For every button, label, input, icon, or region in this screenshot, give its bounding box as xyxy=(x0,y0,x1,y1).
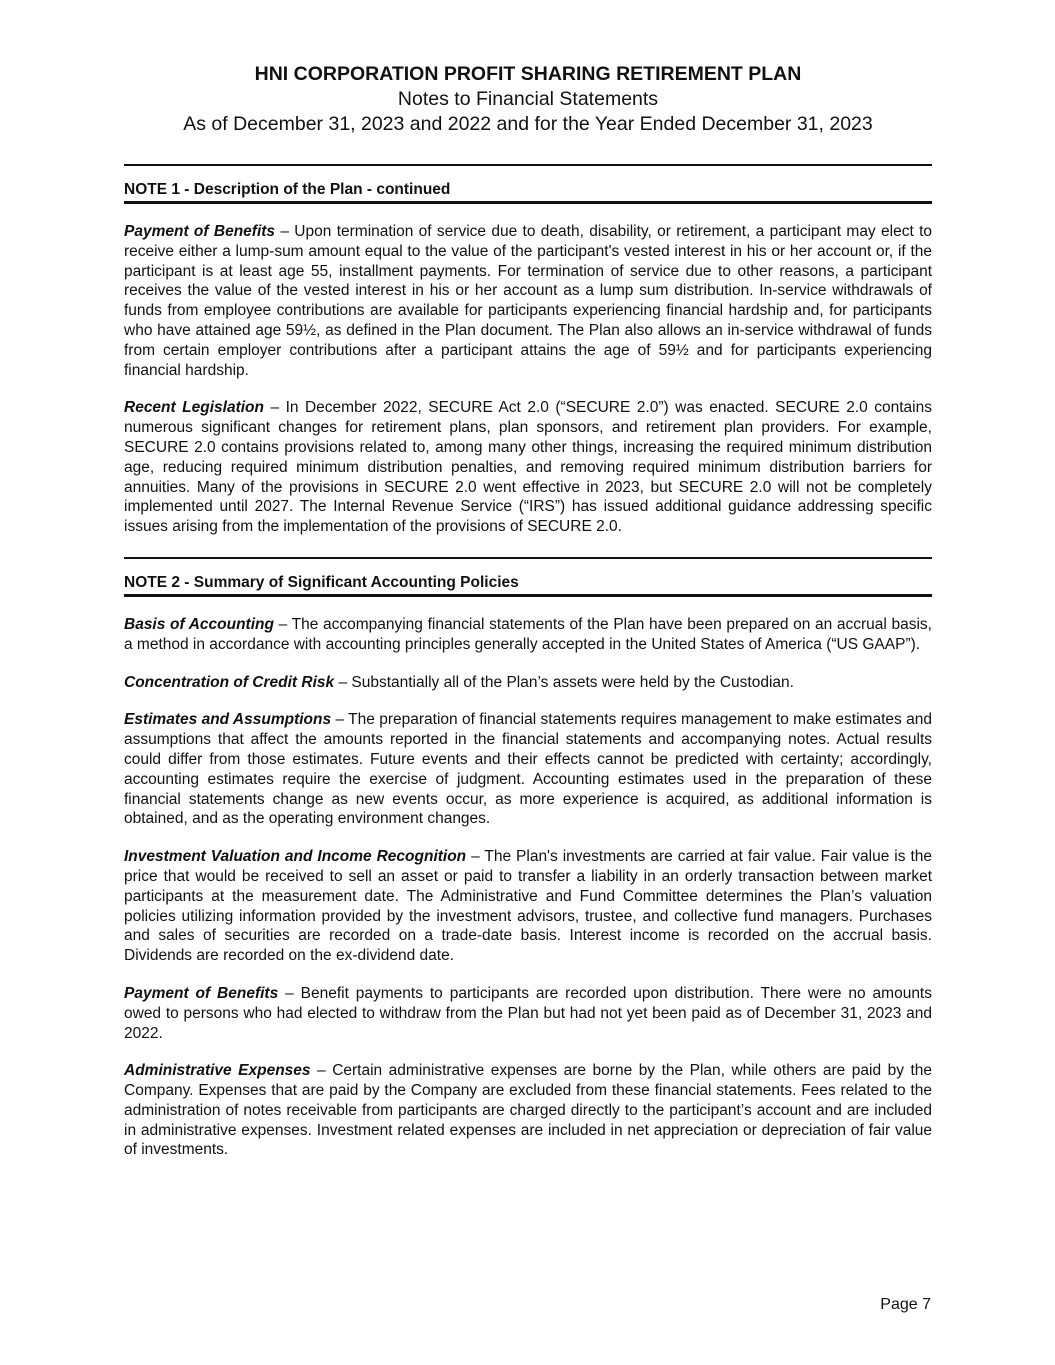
note-2-paragraph-investment-valuation xyxy=(124,847,932,966)
paragraph-text: – Benefit payments to participants are recorded upon distribution. There were no amounts owed to persons who had elected to withdraw from the Plan but had not yet been paid as of December 31, 2023 and 2022. xyxy=(124,984,932,1042)
paragraph-text: – Upon termination of service due to death, disability, or retirement, a participant may elect to receive either a lump-sum amount equal to the value of the participant's vested interest in his or her account or, if the participant is at least age 55, installment payments. For termination of service due to other reasons, a participant receives the value of the vested interest in his or her account as a lump sum distribution. In-service withdrawals of funds from employee contributions are available for participants experiencing financial hardship and, for participants who have attained age 59½, as defined in the Plan document. The Plan also allows an in-service withdrawal of funds from certain employer contributions after a participant attains the age of 59½ and for participants experiencing financial hardship. xyxy=(124,223,932,379)
note-2-section xyxy=(124,557,932,1160)
paragraph-lead: Estimates and Assumptions xyxy=(124,711,332,729)
paragraph-text: – The Plan's investments are carried at fair value. Fair value is the price that would be received to sell an asset or paid to transfer a liability in an orderly transaction between market participants at the measurement date. The Administrative and Fund Committee determines the Plan’s valuation policies utilizing information provided by the investment advisors, trustee, and collective fund managers. Purchases and sales of securities are recorded on a trade-date basis. Interest income is recorded on the accrual basis. Dividends are recorded on the ex-dividend date. xyxy=(124,848,932,965)
note-2-paragraph-payment-of-benefits xyxy=(124,984,932,1043)
note-1-section xyxy=(124,164,932,537)
note-2-paragraph-basis-of-accounting xyxy=(124,615,932,655)
document-subtitle: Notes to Financial Statements xyxy=(397,88,659,110)
paragraph-lead: Basis of Accounting xyxy=(124,615,274,633)
paragraph-lead: Payment of Benefits xyxy=(124,223,276,240)
document-page xyxy=(124,62,932,1160)
paragraph-text: – Substantially all of the Plan’s assets were held by the Custodian. xyxy=(334,673,794,691)
paragraph-lead: Recent Legislation xyxy=(124,399,264,417)
paragraph-lead: Payment of Benefits xyxy=(124,984,279,1002)
paragraph-text: – Certain administrative expenses are borne by the Plan, while others are paid by the Company. Expenses that are paid by the Company are excluded from these financial statements. Fees related to the administration of notes receivable from participants are charged directly to the participant’s account and are included in administrative expenses. Investment related expenses are included in net appreciation or depreciation of fair value of investments. xyxy=(124,1062,932,1159)
paragraph-text: – The preparation of financial statements requires management to make estimates and assumptions that affect the amounts reported in the financial statements and accompanying notes. Actual results could differ from those estimates. Future events and their effects cannot be predicted with certainty; accordingly, accounting estimates require the exercise of judgment. Accounting estimates used in the preparation of these financial statements change as new events occur, as more experience is acquired, as additional information is obtained, and as the operating environment changes. xyxy=(124,711,932,828)
document-title: HNI CORPORATION PROFIT SHARING RETIREMENT PLAN xyxy=(254,63,802,85)
note-2-paragraph-credit-risk xyxy=(124,673,932,693)
note-2-paragraph-administrative-expenses xyxy=(124,1061,932,1160)
document-period: As of December 31, 2023 and 2022 and for the Year Ended December 31, 2023 xyxy=(183,113,873,135)
paragraph-text: – In December 2022, SECURE Act 2.0 (“SECURE 2.0”) was enacted. SECURE 2.0 contains numerous significant changes for retirement plans, plan sponsors, and retirement plan providers. For example, SECURE 2.0 contains provisions related to, among many other things, increasing the required minimum distribution age, reducing required minimum distribution penalties, and removing required minimum distribution barriers for annuities. Many of the provisions in SECURE 2.0 went effective in 2023, but SECURE 2.0 will not be completely implemented until 2027. The Internal Revenue Service (“IRS”) has issued additional guidance addressing specific issues arising from the implementation of the provisions of SECURE 2.0. xyxy=(124,399,932,536)
document-header xyxy=(84,62,972,137)
note-2-paragraph-estimates xyxy=(124,710,932,829)
note-2-heading: NOTE 2 - Summary of Significant Accounting Policies xyxy=(124,557,932,597)
note-1-paragraph-payment-of-benefits xyxy=(124,222,932,380)
paragraph-lead: Investment Valuation and Income Recognition xyxy=(124,848,467,866)
note-1-paragraph-recent-legislation xyxy=(124,398,932,537)
paragraph-lead: Administrative Expenses xyxy=(124,1062,311,1080)
paragraph-lead: Concentration of Credit Risk xyxy=(124,673,335,691)
note-1-heading: NOTE 1 - Description of the Plan - continued xyxy=(124,164,932,204)
page-number: Page 7 xyxy=(880,1296,931,1313)
paragraph-text: – The accompanying financial statements of the Plan have been prepared on an accrual basis, a method in accordance with accounting principles generally accepted in the United States of America (“US GAAP”). xyxy=(124,615,932,653)
